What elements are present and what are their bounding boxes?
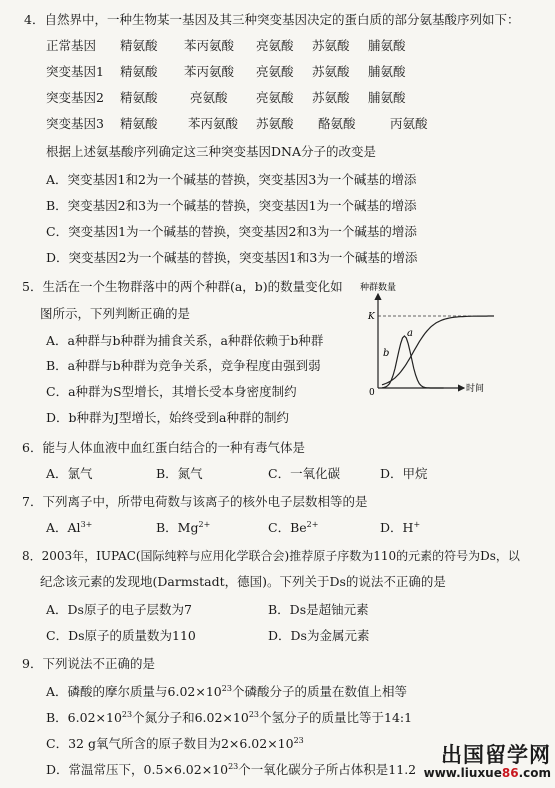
q7-option-a-charge: 3+ [80, 520, 93, 529]
q4-row3-name: 突变基因3 [46, 116, 104, 131]
q4-stem: 4．自然界中，一种生物某一基因及其三种突变基因决定的蛋白质的部分氨基酸序列如下： [24, 12, 520, 27]
q8-option-c: C．Ds原子的质量数为110 [46, 628, 196, 643]
q4-row0-name: 正常基因 [46, 38, 97, 53]
watermark-url-post: .com [518, 766, 551, 780]
q8-option-d: D．Ds为金属元素 [268, 628, 370, 643]
q9-d-exp: 23 [228, 762, 239, 771]
q4-row1-aa1: 精氨酸 [120, 64, 158, 79]
q6-option-d: D．甲烷 [380, 466, 428, 481]
q4-row0-aa3: 亮氨酸 [256, 38, 294, 53]
q8-option-a: A．Ds原子的电子层数为7 [46, 602, 192, 617]
q4-row0-aa1: 精氨酸 [120, 38, 158, 53]
series-a-label: a [407, 328, 413, 339]
k-label: K [368, 312, 375, 322]
q7-option-b [156, 520, 210, 536]
q4-option-d: D．突变基因2为一个碱基的替换，突变基因1和3为一个碱基的增添 [46, 250, 418, 265]
q4-row3-aa5: 丙氨酸 [390, 116, 428, 131]
q4-row3-aa4: 酪氨酸 [318, 116, 356, 131]
q8-stem-line2: 纪念该元素的发现地(Darmstadt，德国)。下列关于Ds的说法不正确的是 [40, 574, 446, 589]
q9-b-text1: B．6.02×10 [46, 710, 122, 725]
q4-row1-aa2: 苯丙氨酸 [184, 64, 235, 79]
q7-option-d-charge: + [413, 520, 421, 529]
q9-b-text3: 个氢分子的质量比等于14:1 [259, 710, 413, 725]
q7-option-c-label: C．Be [268, 520, 307, 535]
q9-c-text1: C．32 g氧气所含的原子数目为2×6.02×10 [46, 736, 294, 751]
q4-row2-aa1: 精氨酸 [120, 90, 158, 105]
q7-option-c [268, 520, 318, 536]
q5-stem-line2: 图所示，下列判断正确的是 [40, 306, 191, 321]
q4-row2-aa5: 脯氨酸 [368, 90, 406, 105]
q9-option-d [46, 762, 416, 778]
q4-row1-aa4: 苏氨酸 [312, 64, 350, 79]
q9-d-text2: 个一氧化碳分子所占体积是11.2 [238, 762, 417, 777]
q4-option-a: A．突变基因1和2为一个碱基的替换，突变基因3为一个碱基的增添 [46, 172, 417, 187]
origin-label: 0 [369, 388, 375, 398]
q4-row0-aa5: 脯氨酸 [368, 38, 406, 53]
population-chart [360, 280, 555, 405]
q8-option-b: B．Ds是超铀元素 [268, 602, 369, 617]
q4-row1-aa3: 亮氨酸 [256, 64, 294, 79]
q4-option-c: C．突变基因1为一个碱基的替换，突变基因2和3为一个碱基的增添 [46, 224, 417, 239]
q4-row1-aa5: 脯氨酸 [368, 64, 406, 79]
watermark-title: 出国留学网 [441, 743, 551, 767]
series-b-curve [382, 336, 444, 388]
q7-stem: 7．下列离子中，所带电荷数与该离子的核外电子层数相等的是 [22, 494, 368, 509]
q4-option-b: B．突变基因2和3为一个碱基的替换，突变基因1为一个碱基的增添 [46, 198, 417, 213]
q4-prompt: 根据上述氨基酸序列确定这三种突变基因DNA分子的改变是 [46, 144, 376, 159]
q5-option-d: D．b种群为J型增长，始终受到a种群的制约 [46, 410, 289, 425]
q4-row0-aa2: 苯丙氨酸 [184, 38, 235, 53]
q6-option-a: A．氯气 [46, 466, 93, 481]
watermark-url [381, 766, 551, 780]
q9-a-text2: 个磷酸分子的质量在数值上相等 [231, 684, 407, 699]
q7-option-d-label: D．H [380, 520, 414, 535]
watermark-url-pre: www.liuxue [423, 766, 502, 780]
q4-row2-aa2: 亮氨酸 [190, 90, 228, 105]
q5-option-a: A．a种群与b种群为捕食关系，a种群依赖于b种群 [46, 333, 324, 348]
q9-option-b [46, 710, 412, 726]
q6-option-c: C．一氧化碳 [268, 466, 341, 481]
q4-row0-aa4: 苏氨酸 [312, 38, 350, 53]
q9-b-text2: 个氮分子和6.02×10 [132, 710, 249, 725]
q4-row3-aa1: 精氨酸 [120, 116, 158, 131]
q9-b-exp2: 23 [248, 710, 259, 719]
watermark-url-num: 86 [501, 766, 519, 780]
q9-c-exp: 23 [293, 736, 304, 745]
q8-stem-line1: 8．2003年，IUPAC(国际纯粹与应用化学联合会)推荐原子序数为110的元素的符号为Ds，以 [22, 549, 520, 563]
q7-option-c-charge: 2+ [306, 520, 319, 529]
q4-row2-name: 突变基因2 [46, 90, 104, 105]
q7-option-d [380, 520, 420, 536]
q7-option-b-label: B．Mg [156, 520, 199, 535]
x-axis-label: 时间 [466, 384, 485, 394]
q6-stem: 6．能与人体血液中血红蛋白结合的一种有毒气体是 [22, 440, 305, 455]
q5-option-c: C．a种群为S型增长，其增长受本身密度制约 [46, 384, 297, 399]
q9-b-exp1: 23 [121, 710, 133, 719]
q9-a-exp: 23 [221, 684, 232, 693]
q4-row2-aa4: 苏氨酸 [312, 90, 350, 105]
q9-a-text1: A．磷酸的摩尔质量与6.02×10 [46, 684, 222, 699]
q9-d-text1: D．常温常压下，0.5×6.02×10 [46, 762, 229, 777]
q4-row1-name: 突变基因1 [46, 64, 104, 79]
q4-row3-aa3: 苏氨酸 [256, 116, 294, 131]
q6-option-b: B．氮气 [156, 466, 203, 481]
q7-option-a-label: A．Al [46, 520, 81, 535]
y-axis-label: 种群数量 [360, 283, 397, 293]
q7-option-b-charge: 2+ [198, 520, 211, 529]
q5-stem-line1: 5．生活在一个生物群落中的两个种群(a，b)的数量变化如 [22, 279, 343, 294]
q4-row2-aa3: 亮氨酸 [256, 90, 294, 105]
q9-option-c [46, 736, 304, 752]
q9-option-a [46, 684, 407, 700]
q9-stem: 9．下列说法不正确的是 [22, 656, 155, 671]
site-watermark [381, 744, 551, 784]
series-b-label: b [383, 348, 390, 359]
q5-option-b: B．a种群与b种群为竞争关系，竞争程度由强到弱 [46, 358, 321, 373]
q7-option-a [46, 520, 92, 536]
q4-row3-aa2: 苯丙氨酸 [188, 116, 239, 131]
